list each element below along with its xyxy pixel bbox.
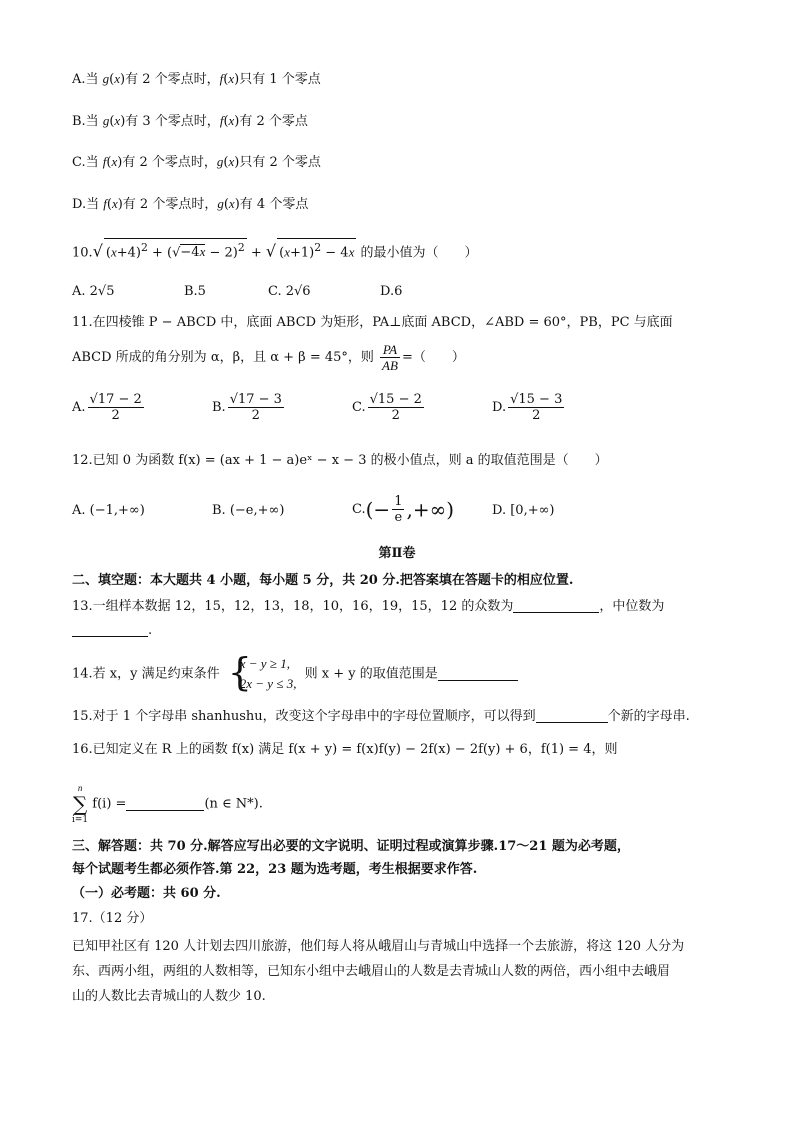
section-title: 第Ⅱ卷	[378, 546, 416, 561]
q12-option-c: C.(− $\frac{1}{e}$ ,+∞)	[352, 494, 455, 525]
fill-in-header: 二、填空题：本大题共 4 小题，每小题 5 分，共 20 分.把答案填在答题卡的相应位置.	[72, 573, 574, 588]
q9-option-c: C.当 f(x)有 2 个零点时，g(x)只有 2 个零点	[72, 154, 321, 170]
required-header: （一）必考题：共 60 分.	[72, 886, 221, 901]
q11-option-d: D. $\frac{√15 - 3}{2}$	[492, 392, 563, 423]
q17-paragraph-2: 东、西两小组，两组的人数相等，已知东小组中去峨眉山的人数是去青城山人数的两倍，西小组中去峨眉	[72, 964, 671, 979]
q10-formula: $(x+4)^2 + (√-4x - 2)^2$	[104, 238, 247, 262]
q11-option-b: B. $\frac{√17 - 3}{2}$	[212, 392, 282, 423]
constraint-system: { x − y ≥ 1, 2x − y ≤ 3,	[227, 650, 297, 694]
q11-fraction: $\frac{PA}{AB}$	[382, 342, 398, 373]
q17-paragraph-1: 已知甲社区有 120 人计划去四川旅游，他们每人将从峨眉山与青城山中选择一个去旅游，将这 120 人分为	[72, 939, 685, 954]
q10-option-b: B.5	[184, 284, 206, 299]
answer-blank	[126, 796, 204, 811]
q9-option-d: D.当 f(x)有 2 个零点时，g(x)有 4 个零点	[72, 196, 309, 212]
question-14: 14.若 x，y 满足约束条件 { x − y ≥ 1, 2x − y ≤ 3, 则 x + y 的取值范围是	[72, 654, 518, 695]
question-10: 10.√ $(x+4)^2 + (√-4x - 2)^2$ + √ $(x+1)^2 - 4x$ 的最小值为（ ）	[72, 238, 478, 262]
question-16-sum: n ∑ i=1 f(i) = (n ∈ N*).	[72, 783, 263, 825]
question-12: 12.已知 0 为函数 f(x) = (ax + 1 − a)eˣ − x − 3 的极小值点，则 a 的取值范围是（ ）	[72, 453, 608, 468]
q10-option-c: C. 2√6	[268, 284, 311, 299]
question-16: 16.已知定义在 R 上的函数 f(x) 满足 f(x + y) = f(x)f(y) − 2f(x) − 2f(y) + 6，f(1) = 4，则	[72, 742, 618, 757]
q12-option-b: B. (−e,+∞)	[212, 503, 285, 518]
answer-blank	[72, 622, 148, 637]
q11-option-c: C. $\frac{√15 - 2}{2}$	[352, 392, 422, 423]
solve-header-line1: 三、解答题：共 70 分.解答应写出必要的文字说明、证明过程或演算步骤.17～21 题为必考题，	[72, 839, 630, 854]
q9-option-b: B.当 g(x)有 3 个零点时，f(x)有 2 个零点	[72, 113, 308, 129]
q11-option-a: A. $\frac{√17 - 2}{2}$	[72, 392, 142, 423]
q17-paragraph-3: 山的人数比去青城山的人数少 10.	[72, 989, 266, 1004]
q17-number: 17.（12 分）	[72, 911, 153, 926]
solve-header-line2: 每个试题考生都必须作答.第 22，23 题为选考题，考生根据要求作答.	[72, 862, 478, 877]
q12-option-a: A. (−1,+∞)	[72, 503, 145, 518]
answer-blank	[513, 598, 599, 613]
q11-line2: ABCD 所成的角分别为 α，β，且 α + β = 45°，则 $\frac{PA}{AB}$ =（ ）	[72, 342, 465, 373]
answer-blank	[438, 666, 518, 681]
question-13-cont: .	[72, 622, 152, 640]
question-15: 15.对于 1 个字母串 shanhushu，改变这个字母串中的字母位置顺序，可以得到 个新的字母串.	[72, 709, 690, 724]
q12-option-d: D. [0,+∞)	[492, 503, 555, 518]
q9-option-a: A.当 g(x)有 2 个零点时，f(x)只有 1 个零点	[72, 71, 321, 87]
question-13: 13.一组样本数据 12，15，12，13，18，10，16，19，15，12 的众数为 ，中位数为	[72, 599, 665, 614]
q10-option-a: A. 2√5	[72, 284, 115, 299]
q10-option-d: D.6	[380, 284, 403, 299]
q11-line1: 11.在四棱锥 P − ABCD 中，底面 ABCD 为矩形，PA⊥底面 ABCD，∠ABD = 60°，PB，PC 与底面	[72, 315, 673, 330]
summation-symbol: n ∑ i=1	[72, 783, 89, 825]
answer-blank	[536, 708, 608, 723]
